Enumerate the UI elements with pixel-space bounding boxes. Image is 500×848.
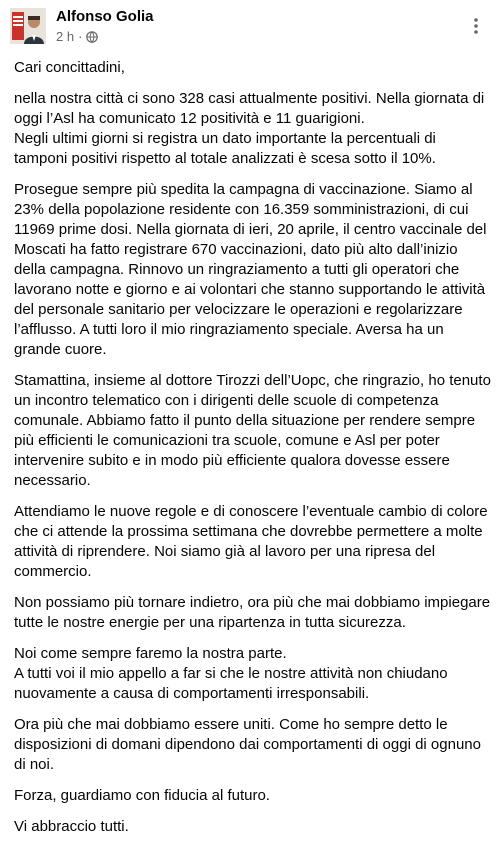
post-paragraph: Ora più che mai dobbiamo essere uniti. Come ho sempre detto le disposizioni di domani dipendono dai comportamenti di oggi di ognuno di noi. <box>14 716 481 773</box>
post-paragraph: Cari concittadini, <box>14 59 125 76</box>
post-paragraph: Forza, guardiamo con fiducia al futuro. <box>14 787 270 804</box>
avatar[interactable] <box>10 8 46 44</box>
post-body <box>14 58 492 848</box>
post-paragraph: Stamattina, insieme al dottore Tirozzi dell’Uopc, che ringrazio, ho tenuto un incontro telematico con i dirigenti delle scuole di competenza comunale. Abbiamo fatto il punto della situazione per rendere sempre più efficienti le comunicazioni tra scuole, comune e Asl per poter intervenire subito e in modo più efficiente qualora dovesse essere necessario. <box>14 372 491 489</box>
meta-separator: · <box>78 29 83 44</box>
author-name[interactable]: Alfonso Golia <box>56 8 154 25</box>
post-paragraph: Non possiamo più tornare indietro, ora più che mai dobbiamo impiegare tutte le nostre energie per una ripartenza in tutta sicurezza. <box>14 594 491 631</box>
post-paragraph: nella nostra città ci sono 328 casi attualmente positivi. Nella giornata di oggi l’Asl ha comunicato 12 positività e 11 guarigioni. Negli ultimi giorni si registra un dato importante la percentuali di tamponi positivi rispetto al totale analizzati è scesa sotto il 10%. <box>14 90 485 167</box>
post-paragraph: Attendiamo le nuove regole e di conoscere l’eventuale cambio di colore che ci attende la prossima settimana che dovrebbe permettere a molte attività di riprendere. Noi siamo già al lavoro per una ripresa del commercio. <box>14 503 488 580</box>
avatar-image <box>10 8 46 44</box>
vertical-dots-icon <box>474 18 478 34</box>
post-header <box>8 6 492 46</box>
more-options-button[interactable] <box>462 12 490 40</box>
post-paragraph: Vi abbraccio tutti. <box>14 818 129 835</box>
globe-icon[interactable] <box>86 31 98 43</box>
post-meta <box>56 29 98 44</box>
post-paragraph: Noi come sempre faremo la nostra parte. A tutti voi il mio appello a far si che le nostre attività non chiudano nuovamente a causa di comportamenti irresponsabili. <box>14 645 448 702</box>
post-timestamp[interactable]: 2 h <box>56 29 75 44</box>
post-paragraph: Prosegue sempre più spedita la campagna di vaccinazione. Siamo al 23% della popolazione residente con 16.359 somministrazioni, di cui 11969 prime dosi. Nella giornata di ieri, 20 aprile, il centro vaccinale del Moscati ha fatto registrare 670 vaccinazioni, dato più alto dall’inizio della campagna. Rinnovo un ringraziamento a tutti gli operatori che lavorano notte e giorno e ai volontari che stanno supportando le attività del personale sanitario per velocizzare le operazioni e regolarizzare l’afflusso. A tutti loro il mio ringraziamento speciale. Aversa ha un grande cuore. <box>14 181 487 358</box>
